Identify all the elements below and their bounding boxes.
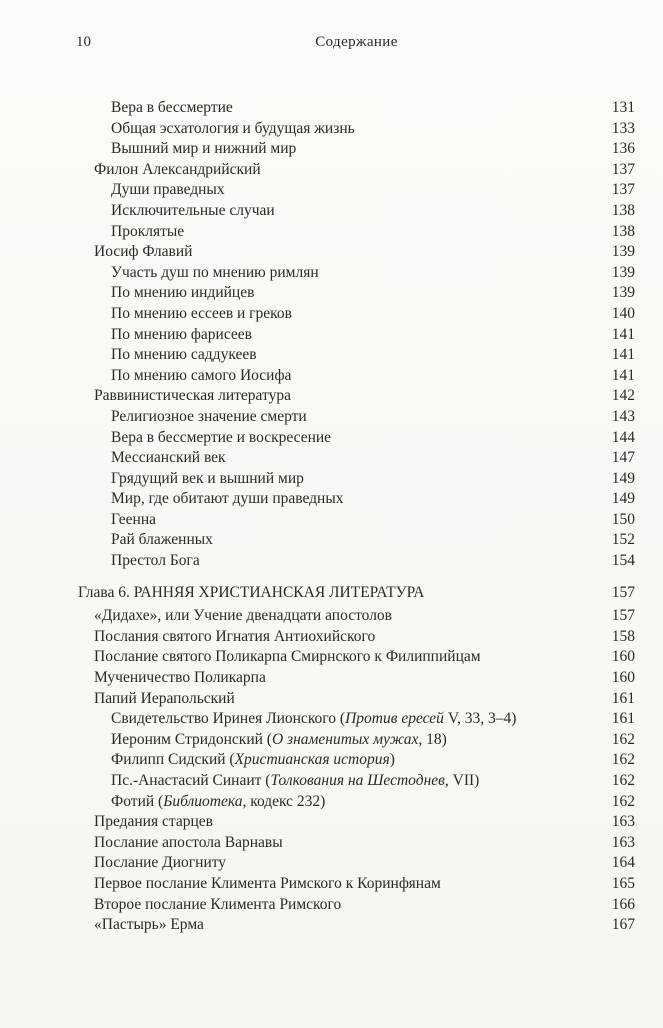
toc-list <box>78 98 635 936</box>
toc-entry-title: По мнению фарисеев <box>111 325 252 343</box>
toc-entry-page: 137 <box>611 181 635 199</box>
toc-entry-title: Папий Иерапольский <box>94 689 235 707</box>
toc-entry-title: Мир, где обитают души праведных <box>111 490 344 508</box>
toc-entry-title: Филипп Сидский (Христианская история) <box>111 751 395 769</box>
toc-entry-title: Вера в бессмертие <box>111 99 233 116</box>
toc-row <box>78 448 635 469</box>
toc-entry-title: Послания святого Игнатия Антиохийского <box>94 627 376 645</box>
toc-entry-title: Мессианский век <box>111 449 226 467</box>
toc-entry-title: Вышний мир и нижний мир <box>111 140 297 158</box>
toc-entry-page: 162 <box>611 730 635 748</box>
toc-chapter-row <box>78 583 635 604</box>
toc-row <box>78 874 635 895</box>
toc-entry-title: Послание святого Поликарпа Смирнского к Филиппийцам <box>94 648 481 666</box>
toc-row <box>78 771 635 792</box>
toc-entry-title: Глава 6. РАННЯЯ ХРИСТИАНСКАЯ ЛИТЕРАТУРА <box>78 583 425 601</box>
toc-entry-page: 163 <box>611 833 635 851</box>
toc-entry-page: 157 <box>611 607 635 625</box>
toc-entry-title: Послание апостола Варнавы <box>94 833 283 851</box>
toc-entry-page: 139 <box>611 243 635 261</box>
toc-entry-title: По мнению ессеев и греков <box>111 304 292 322</box>
toc-entry-page: 154 <box>611 552 635 570</box>
toc-row <box>78 668 635 689</box>
toc-entry-title: Престол Бога <box>111 552 200 570</box>
toc-entry-page: 162 <box>611 751 635 769</box>
toc-row <box>78 242 635 263</box>
toc-row <box>78 709 635 730</box>
page-number: 10 <box>76 34 91 50</box>
toc-entry-title: Вера в бессмертие и воскресение <box>111 428 332 446</box>
toc-entry-title: «Пастырь» Ерма <box>94 916 204 934</box>
toc-row <box>78 386 635 407</box>
toc-row <box>78 407 635 428</box>
page-header <box>78 34 635 56</box>
toc-entry-page: 152 <box>611 531 635 549</box>
toc-entry-title: Предания старцев <box>94 813 213 831</box>
toc-row <box>78 98 635 119</box>
toc-row <box>78 730 635 751</box>
toc-row <box>78 366 635 387</box>
toc-row <box>78 201 635 222</box>
toc-entry-page: 157 <box>611 583 635 601</box>
toc-row <box>78 812 635 833</box>
toc-entry-title: Первое послание Климента Римского к Коринфянам <box>94 874 441 892</box>
toc-entry-page: 138 <box>611 201 635 219</box>
toc-entry-title: Второе послание Климента Римского <box>94 895 342 913</box>
toc-entry-page: 163 <box>611 813 635 831</box>
toc-entry-page: 142 <box>611 387 635 405</box>
toc-entry-title: «Дидахе», или Учение двенадцати апостолов <box>94 607 392 625</box>
toc-entry-page: 139 <box>611 284 635 302</box>
toc-entry-page: 141 <box>611 366 635 384</box>
toc-row <box>78 915 635 936</box>
toc-row <box>78 530 635 551</box>
toc-entry-title: Проклятые <box>111 222 185 240</box>
toc-row <box>78 647 635 668</box>
toc-row <box>78 469 635 490</box>
toc-entry-title: Свидетельство Иринея Лионского (Против ересей V, 33, 3–4) <box>111 710 517 728</box>
toc-row <box>78 606 635 627</box>
toc-entry-page: 161 <box>611 710 635 728</box>
toc-entry-page: 140 <box>611 304 635 322</box>
toc-entry-title: Грядущий век и вышний мир <box>111 469 304 487</box>
toc-entry-title: Филон Александрийский <box>94 160 261 178</box>
toc-entry-page: 167 <box>611 916 635 934</box>
toc-entry-page: 136 <box>611 140 635 158</box>
toc-row <box>78 510 635 531</box>
toc-row <box>78 792 635 813</box>
toc-row <box>78 139 635 160</box>
toc-row <box>78 160 635 181</box>
toc-entry-page: 137 <box>611 160 635 178</box>
toc-entry-title: Рай блаженных <box>111 531 213 549</box>
toc-entry-page: 141 <box>611 346 635 364</box>
running-head-title: Содержание <box>315 34 398 50</box>
toc-row <box>78 325 635 346</box>
toc-entry-title: Фотий (Библиотека, кодекс 232) <box>111 792 326 810</box>
toc-row <box>78 119 635 140</box>
toc-entry-page: 144 <box>611 428 635 446</box>
toc-entry-page: 162 <box>611 792 635 810</box>
toc-entry-title: Общая эсхатология и будущая жизнь <box>111 119 355 137</box>
toc-entry-title: По мнению самого Иосифа <box>111 366 292 384</box>
toc-entry-page: 149 <box>611 469 635 487</box>
toc-entry-title: Раввинистическая литература <box>94 387 291 405</box>
toc-entry-title: Мученичество Поликарпа <box>94 669 266 687</box>
toc-entry-page: 139 <box>611 263 635 281</box>
toc-entry-page: 160 <box>611 669 635 687</box>
toc-row <box>78 283 635 304</box>
toc-entry-page: 161 <box>611 689 635 707</box>
toc-row <box>78 489 635 510</box>
toc-entry-title: Религиозное значение смерти <box>111 407 307 425</box>
toc-entry-page: 149 <box>611 490 635 508</box>
toc-entry-page: 150 <box>611 510 635 528</box>
toc-row <box>78 222 635 243</box>
toc-entry-title: Геенна <box>111 510 157 528</box>
toc-entry-page: 141 <box>611 325 635 343</box>
toc-row <box>78 428 635 449</box>
toc-entry-page: 158 <box>611 627 635 645</box>
toc-row <box>78 895 635 916</box>
toc-entry-title: Участь душ по мнению римлян <box>111 263 319 281</box>
toc-entry-page: 162 <box>611 772 635 789</box>
toc-entry-page: 138 <box>611 222 635 240</box>
toc-entry-title: Иосиф Флавий <box>94 243 193 261</box>
toc-entry-page: 131 <box>611 99 635 116</box>
toc-entry-page: 166 <box>611 895 635 913</box>
toc-row <box>78 345 635 366</box>
toc-entry-page: 160 <box>611 648 635 666</box>
toc-row <box>78 689 635 710</box>
toc-entry-title: По мнению саддукеев <box>111 346 257 364</box>
toc-row <box>78 627 635 648</box>
toc-row <box>78 263 635 284</box>
toc-entry-title: Иероним Стридонский (О знаменитых мужах, 18) <box>111 730 447 748</box>
toc-row <box>78 551 635 572</box>
toc-entry-title: Души праведных <box>111 181 225 199</box>
toc-row <box>78 853 635 874</box>
toc-entry-page: 143 <box>611 407 635 425</box>
toc-row <box>78 304 635 325</box>
toc-row <box>78 833 635 854</box>
toc-row <box>78 750 635 771</box>
toc-entry-title: Послание Диогниту <box>94 854 227 872</box>
toc-entry-page: 164 <box>611 854 635 872</box>
toc-entry-title: Исключительные случаи <box>111 201 275 219</box>
toc-entry-page: 147 <box>611 449 635 467</box>
toc-entry-title: По мнению индийцев <box>111 284 255 302</box>
toc-entry-page: 133 <box>611 119 635 137</box>
toc-row <box>78 180 635 201</box>
toc-entry-page: 165 <box>611 874 635 892</box>
toc-entry-title: Пс.-Анастасий Синаит (Толкования на Шестоднев, VII) <box>111 772 480 789</box>
